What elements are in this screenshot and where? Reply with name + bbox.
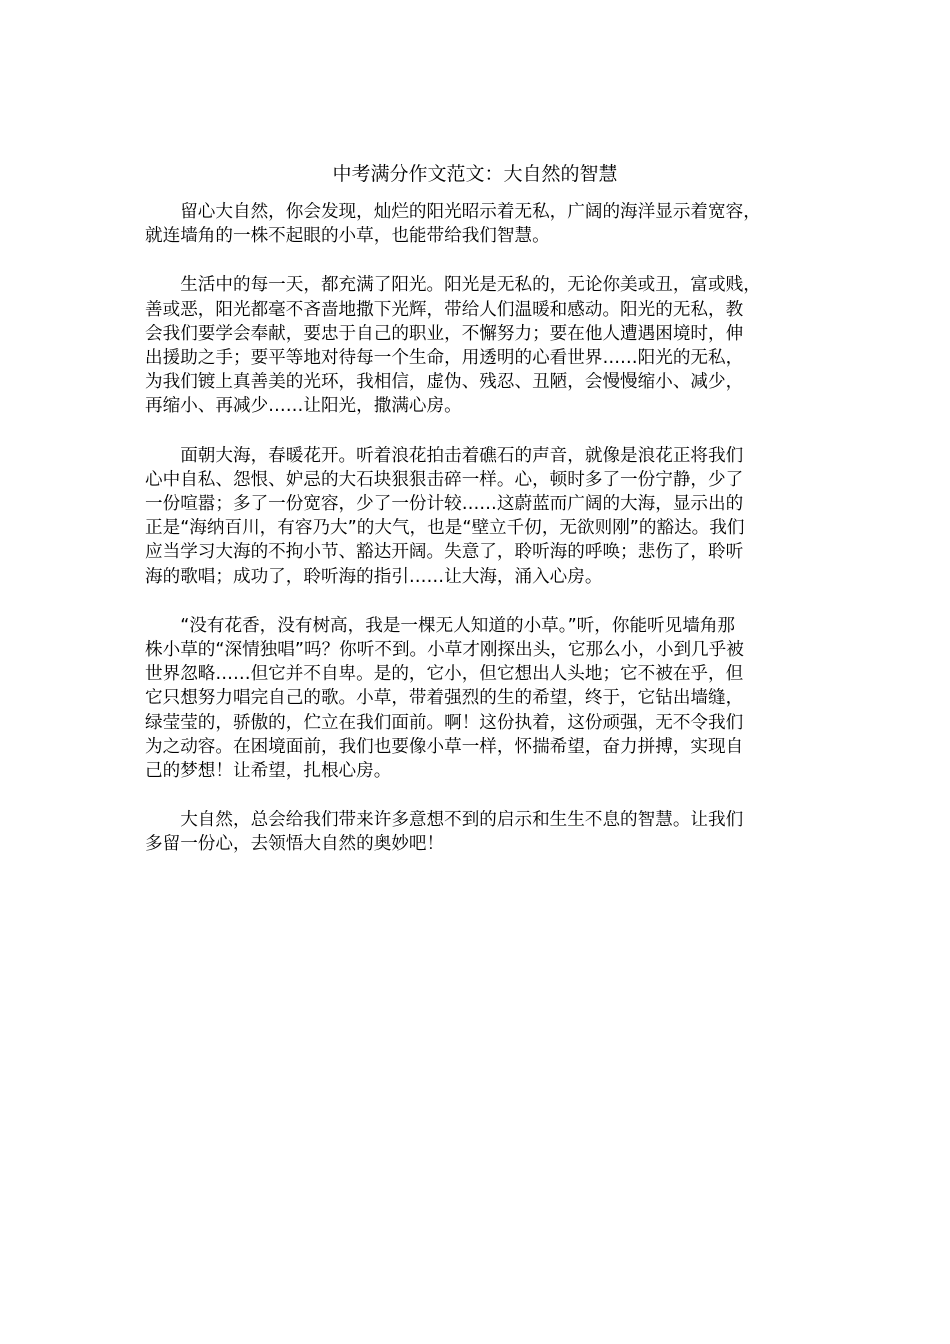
text-line: 世界忽略……但它并不自卑。是的，它小，但它想出人头地；它不被在乎，但 (145, 664, 744, 685)
text-line: 多留一份心，去领悟大自然的奥妙吧！ (145, 834, 445, 855)
paragraph-2 (145, 273, 807, 418)
text-line: 正是“海纳百川，有容乃大”的大气，也是“壁立千仞，无欲则刚”的豁达。我们 (145, 518, 745, 539)
document-body (145, 200, 807, 882)
document-title: 中考满分作文范文：大自然的智慧 (332, 163, 618, 185)
text-line: 己的梦想！让希望，扎根心房。 (145, 761, 392, 782)
text-line: 留心大自然，你会发现，灿烂的阳光昭示着无私，广阔的海洋显示着宽容， (145, 202, 761, 222)
text-line: 它只想努力唱完自己的歌。小草，带着强烈的生的希望，终于，它钻出墙缝， (145, 688, 744, 709)
text-line: 株小草的“深情独唱”吗？你听不到。小草才刚探出头，它那么小，小到几乎被 (145, 640, 744, 661)
text-line: 心中自私、怨恨、妒忌的大石块狠狠击碎一样。心，顿时多了一份宁静，少了 (145, 469, 744, 490)
text-line: 海的歌唱；成功了，聆听海的指引……让大海，涌入心房。 (145, 566, 603, 587)
text-line: “没有花香，没有树高，我是一棵无人知道的小草。”听，你能听见墙角那 (145, 615, 736, 636)
text-line: 再缩小、再减少……让阳光，撒满心房。 (145, 396, 462, 417)
paragraph-5 (145, 808, 807, 856)
text-line: 面朝大海，春暖花开。听着浪花拍击着礁石的声音，就像是浪花正将我们 (145, 445, 744, 466)
text-line: 就连墙角的一株不起眼的小草，也能带给我们智慧。 (145, 226, 550, 247)
text-line: 生活中的每一天，都充满了阳光。阳光是无私的，无论你美或丑，富或贱， (145, 275, 761, 296)
text-line: 出援助之手；要平等地对待每一个生命，用透明的心看世界……阳光的无私， (145, 348, 744, 369)
text-line: 善或恶，阳光都毫不吝啬地撒下光辉，带给人们温暖和感动。阳光的无私，教 (145, 299, 744, 320)
text-line: 一份喧嚣；多了一份宽容，少了一份计较……这蔚蓝而广阔的大海，显示出的 (145, 494, 744, 515)
text-line: 大自然，总会给我们带来许多意想不到的启示和生生不息的智慧。让我们 (145, 810, 744, 831)
text-line: 会我们要学会奉献，要忠于自己的职业，不懈努力；要在他人遭遇困境时，伸 (145, 323, 744, 344)
paragraph-4 (145, 614, 807, 783)
paragraph-3 (145, 444, 807, 589)
text-line: 应当学习大海的不拘小节、豁达开阔。失意了，聆听海的呼唤；悲伤了，聆听 (145, 542, 744, 563)
paragraph-1 (145, 200, 807, 248)
text-line: 绿莹莹的，骄傲的，伫立在我们面前。啊！这份执着，这份顽强，无不令我们 (145, 712, 744, 733)
text-line: 为我们镀上真善美的光环，我相信，虚伪、残忍、丑陋，会慢慢缩小、减少， (145, 372, 744, 393)
text-line: 为之动容。在困境面前，我们也要像小草一样，怀揣希望，奋力拼搏，实现自 (145, 736, 744, 757)
